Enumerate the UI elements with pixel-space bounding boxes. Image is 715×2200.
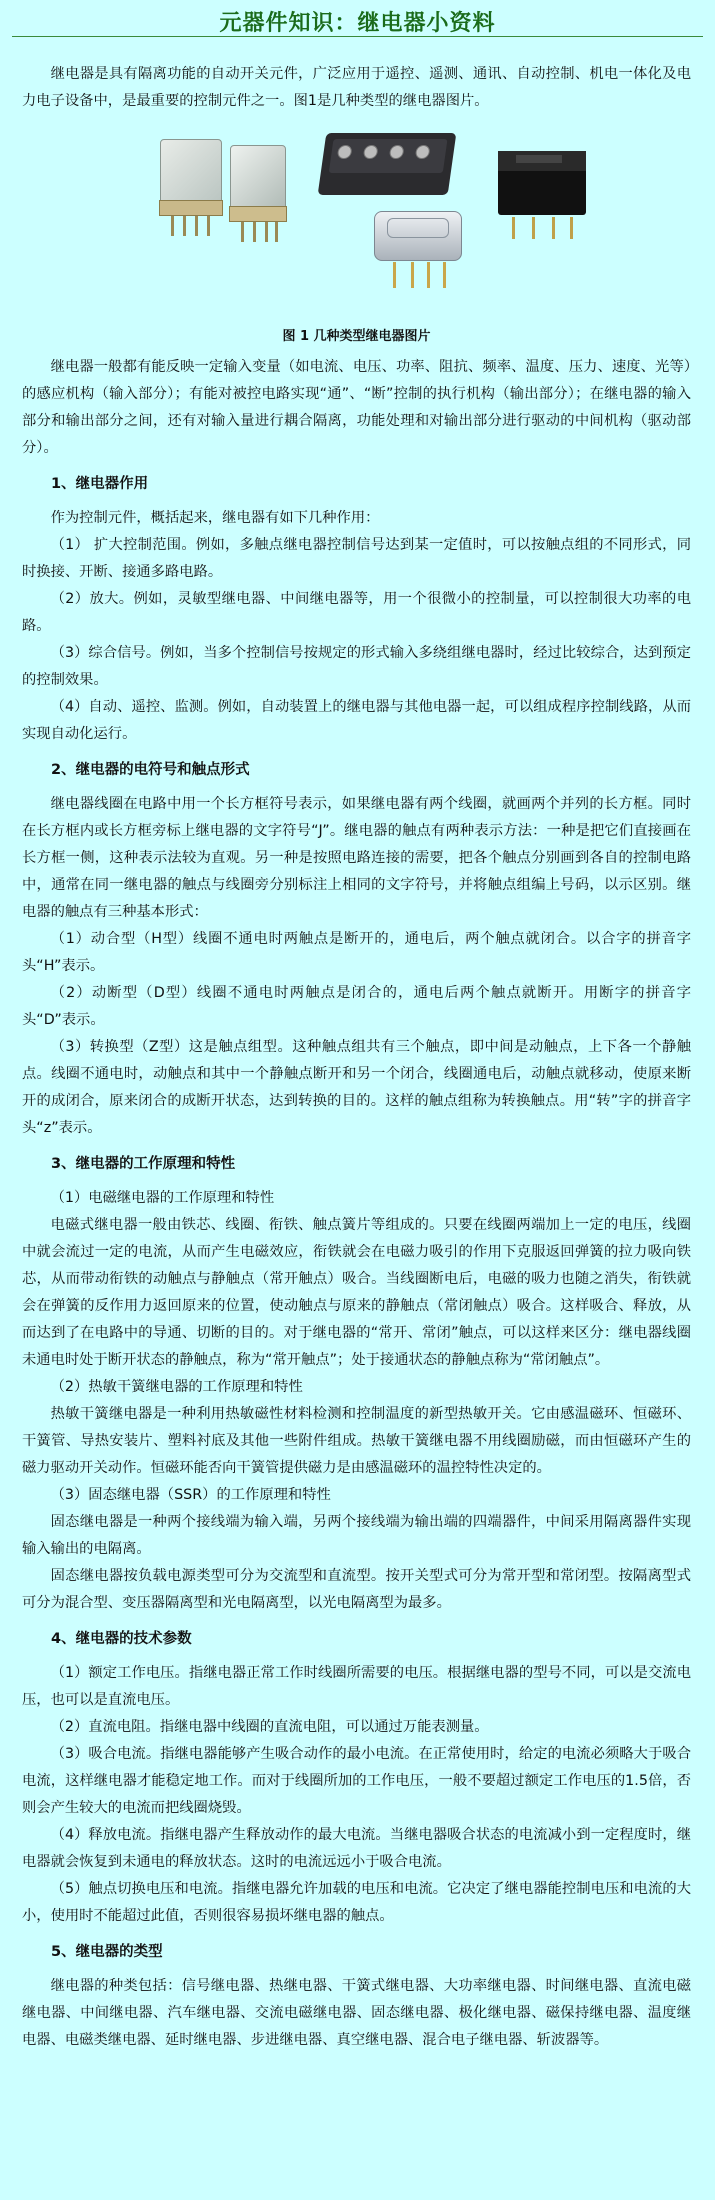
section-paragraph: 继电器线圈在电路中用一个长方框符号表示，如果继电器有两个线圈，就画两个并列的长方框。同时在长方框内或长方框旁标上继电器的文字符号“J”。继电器的触点有两种表示方法：一种是把它们直接画在长方框一侧，这种表示法较为直观。另一种是按照电路连接的需要，把各个触点分别画到各自的控制电路中，通常在同一继电器的触点与线圈旁分别标注上相同的文字符号，并将触点组编上号码，以示区别。继电器的触点有三种基本形式：	[22, 796, 691, 920]
article-body	[0, 61, 715, 2054]
section-paragraph: 作为控制元件，概括起来，继电器有如下几种作用：	[50, 510, 380, 526]
list-item: （1） 扩大控制范围。例如，多触点继电器控制信号达到某一定值时，可以按触点组的不同形式，同时换接、开断、接通多路电路。	[22, 537, 691, 580]
section-paragraph: 继电器的种类包括：信号继电器、热继电器、干簧式继电器、大功率继电器、时间继电器、直流电磁继电器、中间继电器、汽车继电器、交流电磁继电器、固态继电器、极化继电器、磁保持继电器、温度继电器、电磁类继电器、延时继电器、步进继电器、真空继电器、混合电子继电器、斩波器等。	[22, 1978, 691, 2048]
relay-image-black-box	[498, 151, 586, 215]
section-heading: 3、继电器的工作原理和特性	[51, 1156, 236, 1172]
list-item: （3）转换型（Z型）这是触点组型。这种触点组共有三个触点，即中间是动触点，上下各一个静触点。线圈不通电时，动触点和其中一个静触点断开和另一个闭合，线圈通电后，动触点就移动，使原来断开的成闭合，原来闭合的成断开状态，达到转换的目的。这样的触点组称为转换触点。用“转”字的拼音字头“z”表示。	[22, 1039, 691, 1136]
relay-image-clear-1	[160, 139, 222, 207]
relay-image-metal-can	[374, 211, 462, 261]
sub-heading: （3）固态继电器（SSR）的工作原理和特性	[50, 1487, 331, 1503]
intro-paragraph: 继电器是具有隔离功能的自动开关元件，广泛应用于遥控、遥测、通讯、自动控制、机电一体化及电力电子设备中，是最重要的控制元件之一。图1是几种类型的继电器图片。	[22, 66, 691, 109]
list-item: （2）动断型（D型）线圈不通电时两触点是闭合的，通电后两个触点就断开。用断字的拼音字头“D”表示。	[22, 985, 691, 1028]
section-heading: 1、继电器作用	[51, 476, 149, 492]
page-title: 元器件知识：继电器小资料	[219, 10, 496, 36]
list-item: （4）自动、遥控、监测。例如，自动装置上的继电器与其他电器一起，可以组成程序控制线路，从而实现自动化运行。	[22, 699, 691, 742]
section-heading: 5、继电器的类型	[51, 1944, 163, 1960]
list-item: （2）直流电阻。指继电器中线圈的直流电阻，可以通过万能表测量。	[50, 1719, 489, 1735]
section-paragraph: 固态继电器是一种两个接线端为输入端，另两个接线端为输出端的四端器件，中间采用隔离器件实现输入输出的电隔离。	[22, 1514, 691, 1557]
section-heading: 2、继电器的电符号和触点形式	[51, 762, 250, 778]
list-item: （3）综合信号。例如，当多个控制信号按规定的形式输入多绕组继电器时，经过比较综合，达到预定的控制效果。	[22, 645, 691, 688]
figure-caption: 图 1 几种类型继电器图片	[282, 329, 431, 344]
list-item: （5）触点切换电压和电流。指继电器允许加载的电压和电流。它决定了继电器能控制电压和电流的大小，使用时不能超过此值，否则很容易损坏继电器的触点。	[22, 1881, 691, 1924]
sub-heading: （2）热敏干簧继电器的工作原理和特性	[50, 1379, 303, 1395]
sub-heading: （1）电磁继电器的工作原理和特性	[50, 1190, 275, 1206]
list-item: （1）额定工作电压。指继电器正常工作时线圈所需要的电压。根据继电器的型号不同，可以是交流电压，也可以是直流电压。	[22, 1665, 691, 1708]
section-paragraph: 电磁式继电器一般由铁芯、线圈、衔铁、触点簧片等组成的。只要在线圈两端加上一定的电压，线圈中就会流过一定的电流，从而产生电磁效应，衔铁就会在电磁力吸引的作用下克服返回弹簧的拉力吸向铁芯，从而带动衔铁的动触点与静触点（常开触点）吸合。当线圈断电后，电磁的吸力也随之消失，衔铁就会在弹簧的反作用力返回原来的位置，使动触点与原来的静触点（常闭触点）吸合。这样吸合、释放，从而达到了在电路中的导通、切断的目的。对于继电器的“常开、常闭”触点，可以这样来区分：继电器线圈未通电时处于断开状态的静触点，称为“常开触点”；处于接通状态的静触点称为“常闭触点”。	[22, 1217, 691, 1368]
section-paragraph: 固态继电器按负载电源类型可分为交流型和直流型。按开关型式可分为常开型和常闭型。按隔离型式可分为混合型、变压器隔离型和光电隔离型，以光电隔离型为最多。	[22, 1568, 691, 1611]
section-paragraph: 热敏干簧继电器是一种利用热敏磁性材料检测和控制温度的新型热敏开关。它由感温磁环、恒磁环、干簧管、导热安装片、塑料衬底及其他一些附件组成。热敏干簧继电器不用线圈励磁，而由恒磁环产生的磁力驱动开关动作。恒磁环能否向干簧管提供磁力是由感温磁环的温控特性决定的。	[22, 1406, 691, 1476]
relay-figure	[22, 121, 691, 321]
relay-image-black-socket	[318, 133, 457, 195]
relay-image-clear-2	[230, 145, 286, 213]
list-item: （2）放大。例如，灵敏型继电器、中间继电器等，用一个很微小的控制量，可以控制很大功率的电路。	[22, 591, 691, 634]
section-heading: 4、继电器的技术参数	[51, 1631, 192, 1647]
overview-paragraph: 继电器一般都有能反映一定输入变量（如电流、电压、功率、阻抗、频率、温度、压力、速度、光等）的感应机构（输入部分）；有能对被控电路实现“通”、“断”控制的执行机构（输出部分）；在继电器的输入部分和输出部分之间，还有对输入量进行耦合隔离，功能处理和对输出部分进行驱动的中间机构（驱动部分）。	[22, 359, 691, 456]
list-item: （4）释放电流。指继电器产生释放动作的最大电流。当继电器吸合状态的电流减小到一定程度时，继电器就会恢复到未通电的释放状态。这时的电流远远小于吸合电流。	[22, 1827, 691, 1870]
list-item: （3）吸合电流。指继电器能够产生吸合动作的最小电流。在正常使用时，给定的电流必须略大于吸合电流，这样继电器才能稳定地工作。而对于线圈所加的工作电压，一般不要超过额定工作电压的1.5倍，否则会产生较大的电流而把线圈烧毁。	[22, 1746, 691, 1816]
list-item: （1）动合型（H型）线圈不通电时两触点是断开的，通电后，两个触点就闭合。以合字的拼音字头“H”表示。	[22, 931, 691, 974]
